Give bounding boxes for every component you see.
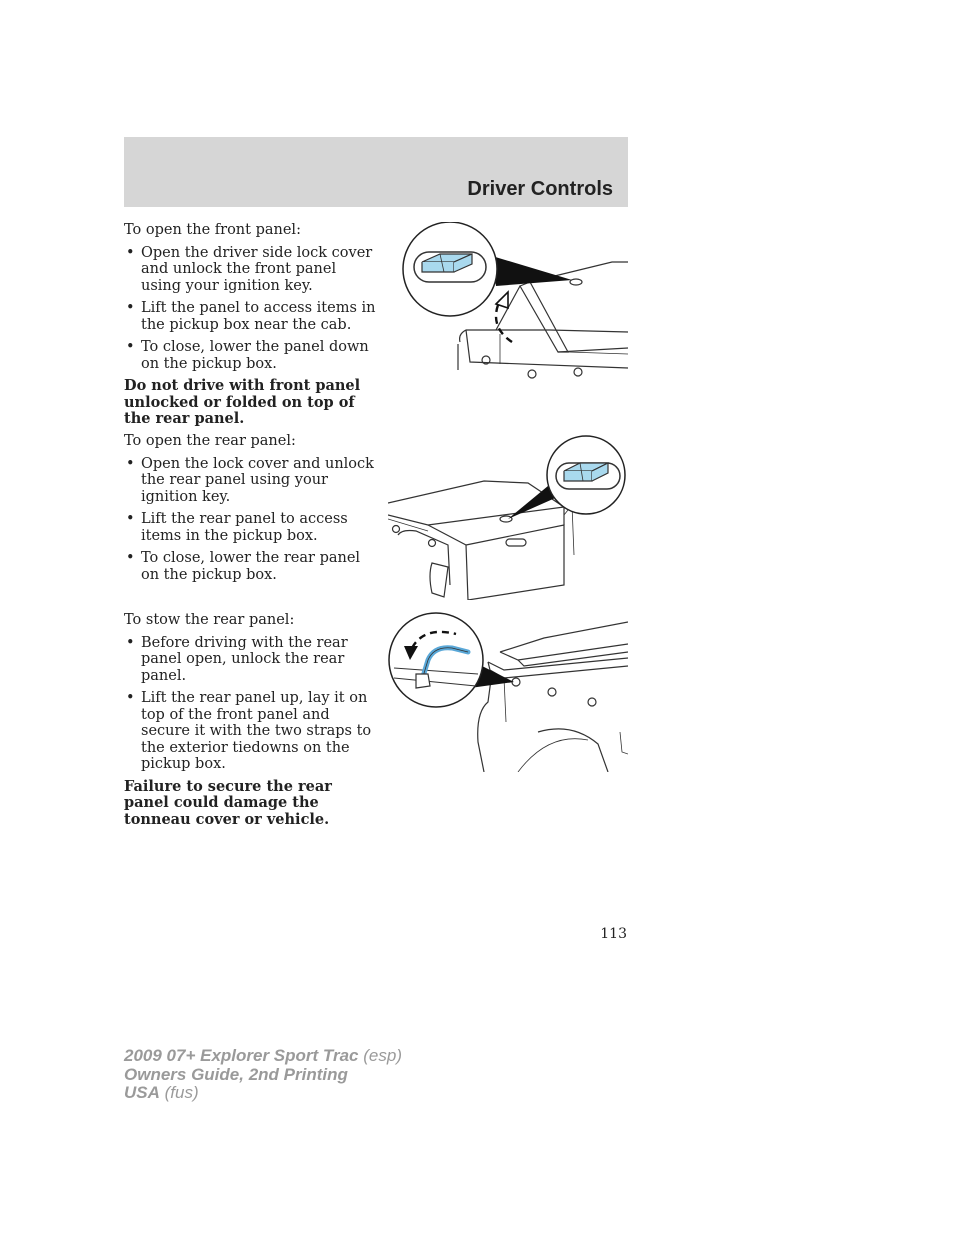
front-panel-illustration — [400, 222, 628, 382]
rear-panel-intro: To open the rear panel: — [124, 433, 296, 449]
front-panel-warning: Do not drive with front panel unlocked or folded on top of the rear panel. — [124, 377, 361, 427]
list-item: • Before driving with the rear panel open, unlock the rear panel. — [124, 635, 378, 685]
document-footer — [124, 1047, 402, 1103]
list-item: • Lift the panel to access items in the pickup box near the cab. — [124, 300, 378, 333]
list-item: • To close, lower the rear panel on the pickup box. — [124, 550, 378, 583]
stow-panel-illustration — [388, 612, 628, 772]
list-item: • To close, lower the panel down on the pickup box. — [124, 339, 378, 372]
section-title: Driver Controls — [467, 178, 613, 200]
stow-panel-steps — [124, 635, 378, 773]
stow-panel-instructions — [124, 612, 378, 834]
section-header-band — [124, 137, 628, 207]
page-number: 113 — [600, 926, 627, 942]
front-panel-instructions — [124, 222, 378, 434]
rear-panel-instructions — [124, 433, 378, 589]
list-item: • Open the driver side lock cover and unlock the front panel using your ignition key. — [124, 245, 378, 295]
rear-panel-illustration — [388, 435, 628, 600]
list-item: • Lift the rear panel up, lay it on top of the front panel and secure it with the two straps to the exterior tiedowns on the pickup box. — [124, 690, 378, 773]
front-panel-steps — [124, 245, 378, 373]
stow-panel-warning: Failure to secure the rear panel could damage the tonneau cover or vehicle. — [124, 777, 332, 828]
list-item: • Lift the rear panel to access items in the pickup box. — [124, 511, 378, 544]
list-item: • Open the lock cover and unlock the rear panel using your ignition key. — [124, 456, 378, 506]
rear-panel-steps — [124, 456, 378, 584]
front-panel-intro: To open the front panel: — [124, 222, 301, 238]
stow-panel-intro: To stow the rear panel: — [124, 612, 295, 628]
footer-line-1: 2009 07+ Explorer Sport Trac (esp) — [124, 1046, 402, 1065]
footer-line-3: USA (fus) — [124, 1083, 199, 1102]
footer-line-2: Owners Guide, 2nd Printing — [124, 1064, 348, 1084]
